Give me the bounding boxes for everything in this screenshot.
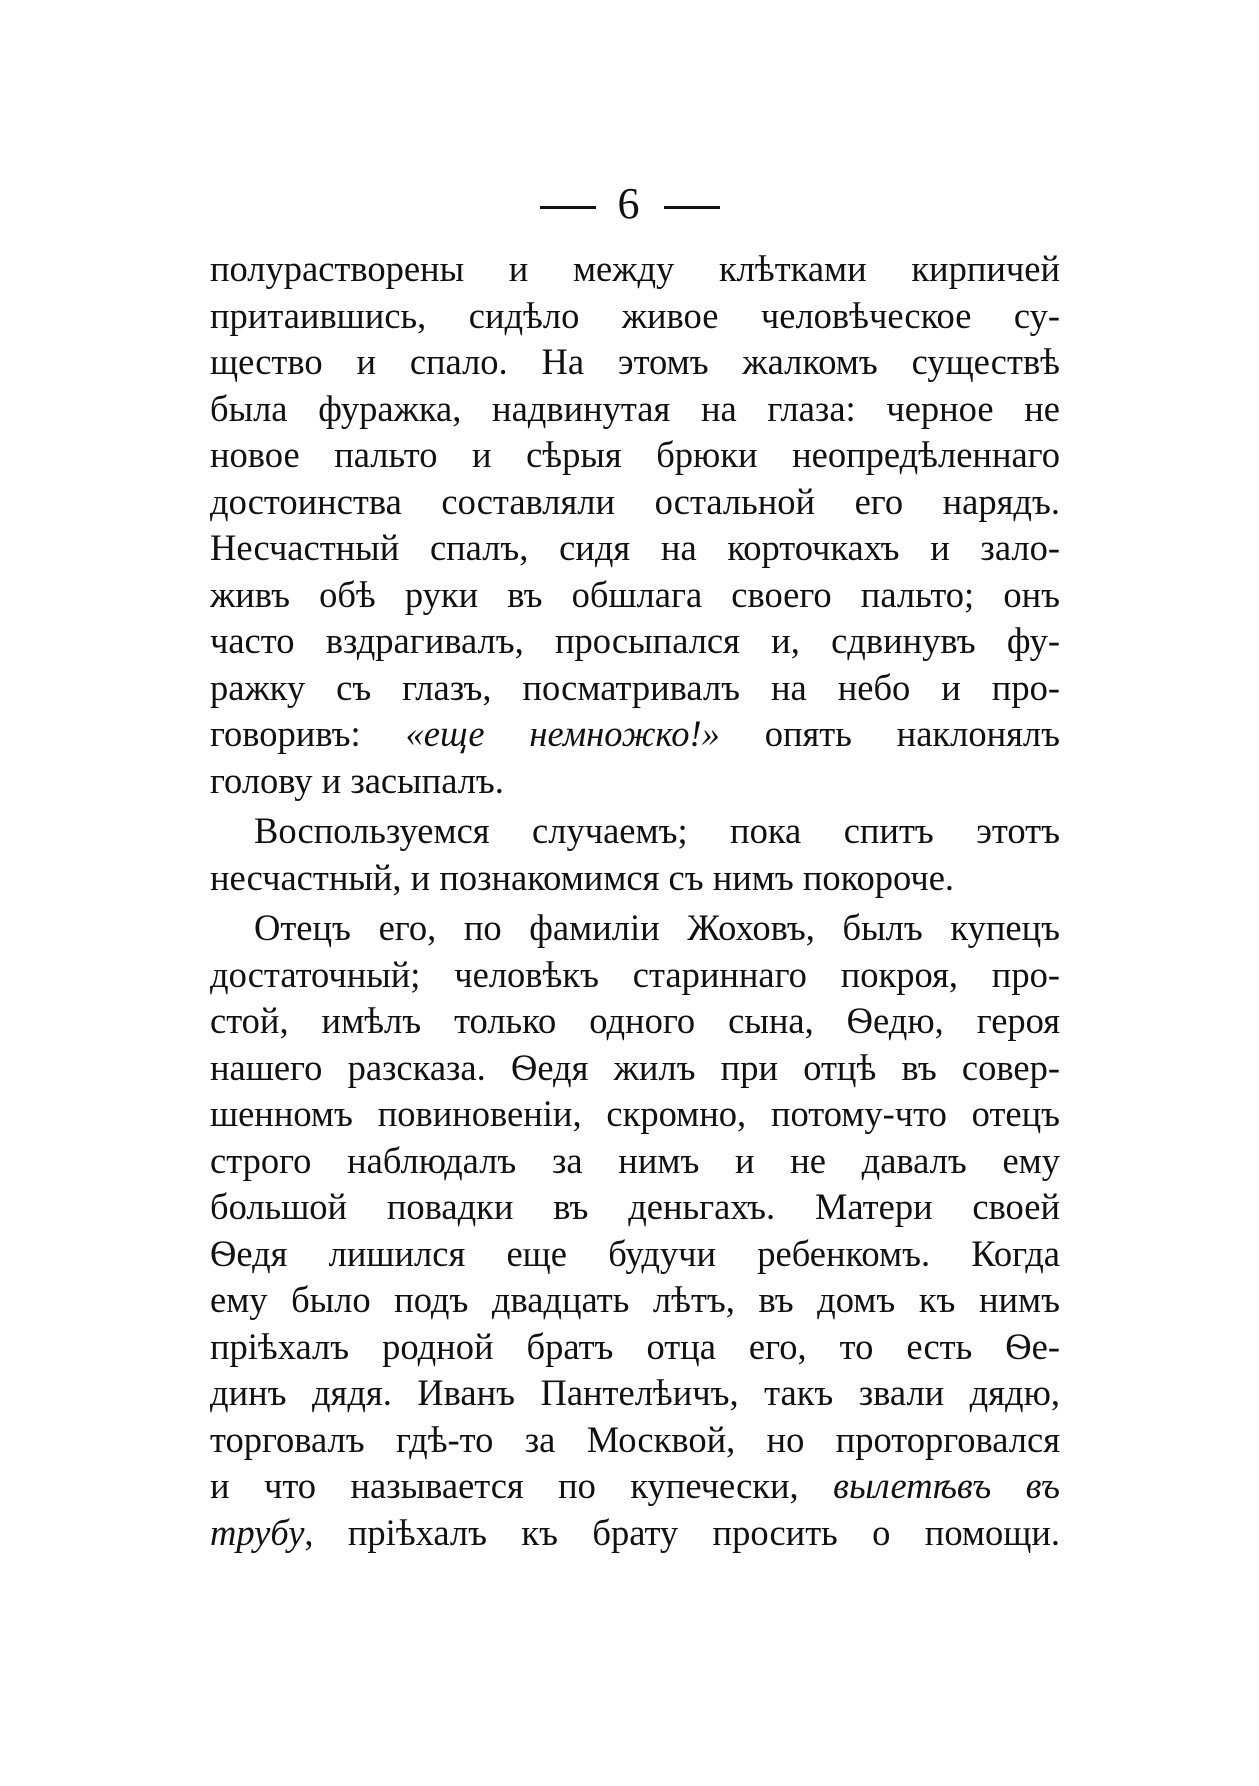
text-line: ражку съ глазъ, посматривалъ на небо и про- — [210, 666, 1060, 708]
text-line: была фуражка, надвинутая на глаза: черное не — [210, 387, 1060, 429]
text-line: несчастный, и познакомимся съ нимъ покороче. — [210, 856, 955, 898]
text-line: Отецъ его, по фамиліи Жоховъ, былъ купецъ — [254, 907, 1060, 948]
italic-phrase: трубу — [210, 1511, 305, 1553]
text-line: достаточный; человѣкъ стариннаго покроя, про- — [210, 953, 1060, 995]
body-text — [210, 246, 1060, 1556]
text-line: Воспользуемся случаемъ; пока спитъ этотъ — [254, 810, 1060, 851]
text-line: трубу, пріѣхалъ къ брату просить о помощи. — [210, 1511, 1060, 1553]
left-dash — [540, 206, 596, 209]
paragraph-2 — [210, 808, 1060, 901]
text-line: шенномъ повиновеніи, скромно, потому-что отецъ — [210, 1093, 1060, 1134]
text-line: щество и спало. На этомъ жалкомъ существѣ — [210, 341, 1060, 382]
text-line: живъ обѣ руки въ обшлага своего пальто; онъ — [210, 573, 1060, 615]
italic-phrase: «еще немножко!» — [405, 713, 720, 754]
text-line: динъ дядя. Иванъ Пантелѣичъ, такъ звали дядю, — [210, 1372, 1060, 1413]
text-line: стой, имѣлъ только одного сына, Ѳедю, героя — [210, 1000, 1060, 1041]
text-line: притаившись, сидѣло живое человѣческое су- — [210, 294, 1060, 336]
page-number-header — [0, 178, 1259, 229]
text-line: строго наблюдалъ за нимъ и не давалъ ему — [210, 1139, 1060, 1181]
text-line: полурастворены и между клѣтками кирпичей — [210, 248, 1060, 289]
text-line: нашего разсказа. Ѳедя жилъ при отцѣ въ совер- — [210, 1046, 1060, 1088]
paragraph-3 — [210, 905, 1060, 1556]
paragraph-1 — [210, 246, 1060, 804]
page-number: 6 — [617, 179, 642, 228]
text-line: пріѣхалъ родной братъ отца его, то есть Ѳе- — [210, 1325, 1060, 1367]
text-line: достоинства составляли остальной его нарядъ. — [210, 480, 1060, 522]
italic-phrase: вылетѣвъ въ — [833, 1465, 1060, 1506]
text-line: Ѳедя лишился еще будучи ребенкомъ. Когда — [210, 1232, 1060, 1274]
text-line: говоривъ: «еще немножко!» опять наклонялъ — [210, 713, 1060, 754]
text-line: ему было подъ двадцать лѣтъ, въ домъ къ нимъ — [210, 1279, 1060, 1320]
text-line: Несчастный спалъ, сидя на корточкахъ и зало- — [210, 527, 1060, 568]
text-line: торговалъ гдѣ-то за Москвой, но проторговался — [210, 1418, 1060, 1460]
text-line: часто вздрагивалъ, просыпался и, сдвинувъ фу- — [210, 620, 1060, 661]
right-dash — [664, 206, 720, 209]
text-line: и что называется по купечески, вылетѣвъ въ — [210, 1465, 1060, 1506]
text-line: большой повадки въ деньгахъ. Матери своей — [210, 1186, 1060, 1227]
text-line: новое пальто и сѣрыя брюки неопредѣленнаго — [210, 434, 1060, 475]
text-line: голову и засыпалъ. — [210, 759, 504, 801]
